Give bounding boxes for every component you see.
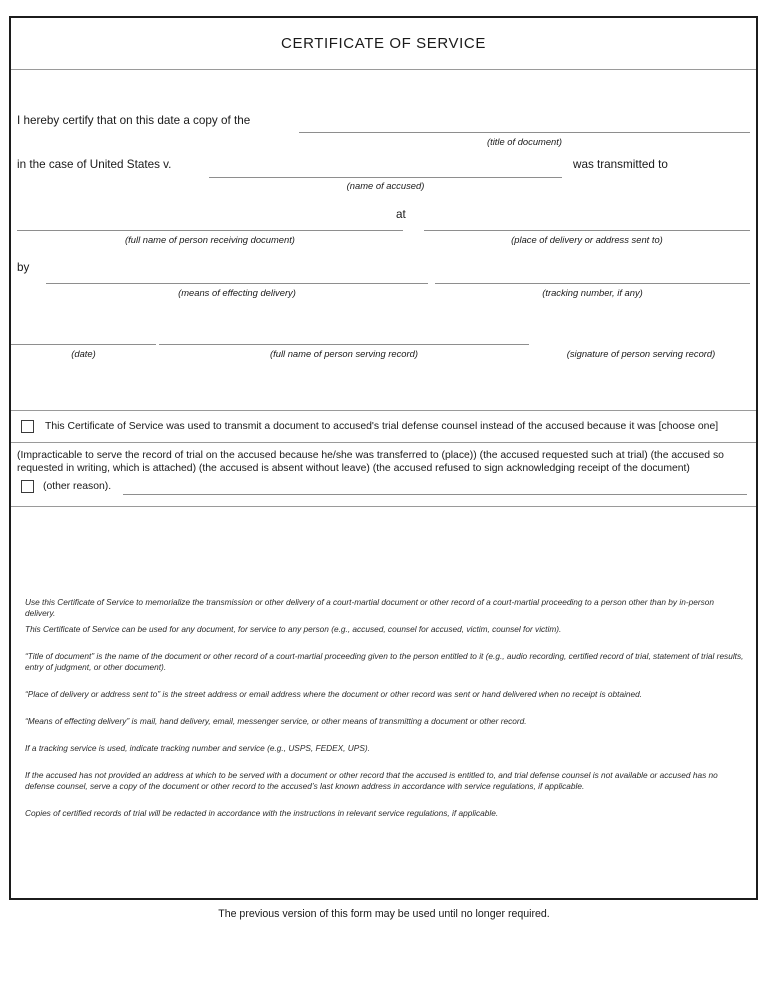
caption-date: (date) bbox=[71, 348, 96, 359]
checkbox-transmit-label: This Certificate of Service was used to transmit a document to accused's trial defense counsel instead of the accused because it was [choose one] bbox=[45, 421, 719, 432]
instructions-block bbox=[11, 507, 756, 900]
date-input[interactable] bbox=[11, 344, 156, 345]
checkbox-other-reason-label: (other reason). bbox=[43, 481, 112, 492]
footer-note: The previous version of this form may be used until no longer required. bbox=[218, 908, 550, 920]
caption-tracking-number: (tracking number, if any) bbox=[542, 287, 643, 298]
checkbox-other-reason[interactable] bbox=[21, 480, 34, 493]
name-of-accused-input[interactable] bbox=[209, 177, 562, 178]
reasons-line-1: (Impracticable to serve the record of trial on the accused because he/she was transferred to (place)) (the accused requested such at trial) (the accused so bbox=[17, 450, 724, 461]
caption-place-of-delivery: (place of delivery or address sent to) bbox=[511, 234, 663, 245]
full-name-serving-input[interactable] bbox=[159, 344, 529, 345]
fill-in-block bbox=[11, 70, 756, 411]
instruction-paragraph: If the accused has not provided an address at which to be served with a document or other record that the accused is entitled to, and trial defense counsel is not available or accused has no defense counsel, serve a copy of the document or other record to the accused’s last known address in accordance with service regulations, if applicable. bbox=[25, 770, 718, 792]
title-of-document-input[interactable] bbox=[299, 132, 750, 133]
caption-means-of-delivery: (means of effecting delivery) bbox=[178, 287, 296, 298]
caption-title-of-document: (title of document) bbox=[486, 136, 563, 147]
case-line-suffix: was transmitted to bbox=[573, 158, 668, 171]
checkbox-transmit-to-defense-counsel[interactable] bbox=[21, 420, 34, 433]
checkbox-band-transmit bbox=[11, 411, 756, 443]
instruction-paragraph: “Title of document” is the name of the document or other record of a court-martial proceeding given to the person entitled to it (e.g., audio recording, certified record of trial, statement of trial results, entry of judgment, or other document). bbox=[25, 651, 744, 673]
title-band bbox=[11, 18, 756, 70]
means-of-delivery-input[interactable] bbox=[46, 283, 428, 284]
instruction-paragraph: “Place of delivery or address sent to” is the street address or email address where the document or other record was sent or hand delivered when no receipt is obtained. bbox=[25, 689, 643, 699]
instruction-paragraph: This Certificate of Service can be used for any document, for service to any person (e.g., accused, counsel for accused, victim, counsel for victim). bbox=[25, 624, 562, 634]
instruction-paragraph: Use this Certificate of Service to memorialize the transmission or other delivery of a court-martial document or other record of a court-martial proceeding to a person other than by in-person delivery. bbox=[25, 597, 714, 619]
caption-signature-serving: (signature of person serving record) bbox=[566, 348, 716, 359]
form-frame bbox=[9, 16, 758, 900]
instruction-paragraph: “Means of effecting delivery” is mail, hand delivery, email, messenger service, or other means of transmitting a document or other record. bbox=[25, 716, 527, 726]
caption-name-of-accused: (name of accused) bbox=[346, 180, 425, 191]
caption-full-name-serving: (full name of person serving record) bbox=[270, 348, 418, 359]
other-reason-input[interactable] bbox=[123, 494, 747, 495]
page-title: CERTIFICATE OF SERVICE bbox=[281, 35, 486, 52]
tracking-number-input[interactable] bbox=[435, 283, 750, 284]
at-word: at bbox=[396, 208, 406, 221]
reasons-line-2: requested in writing, which is attached) (the accused is absent without leave) (the accused refused to sign acknowledging receipt of the document) bbox=[17, 463, 690, 474]
caption-full-name-receiving: (full name of person receiving document) bbox=[125, 234, 295, 245]
certify-line-prefix: I hereby certify that on this date a copy of the bbox=[17, 114, 251, 127]
full-name-receiving-input[interactable] bbox=[17, 230, 403, 231]
case-line-prefix: in the case of United States v. bbox=[17, 158, 172, 171]
place-of-delivery-input[interactable] bbox=[424, 230, 750, 231]
instruction-paragraph: Copies of certified records of trial will be redacted in accordance with the instructions in relevant service regulations, if applicable. bbox=[25, 808, 499, 818]
checkbox-band-reasons bbox=[11, 443, 756, 507]
instruction-paragraph: If a tracking service is used, indicate tracking number and service (e.g., USPS, FEDEX, UPS). bbox=[25, 743, 370, 753]
by-word: by bbox=[17, 261, 30, 274]
